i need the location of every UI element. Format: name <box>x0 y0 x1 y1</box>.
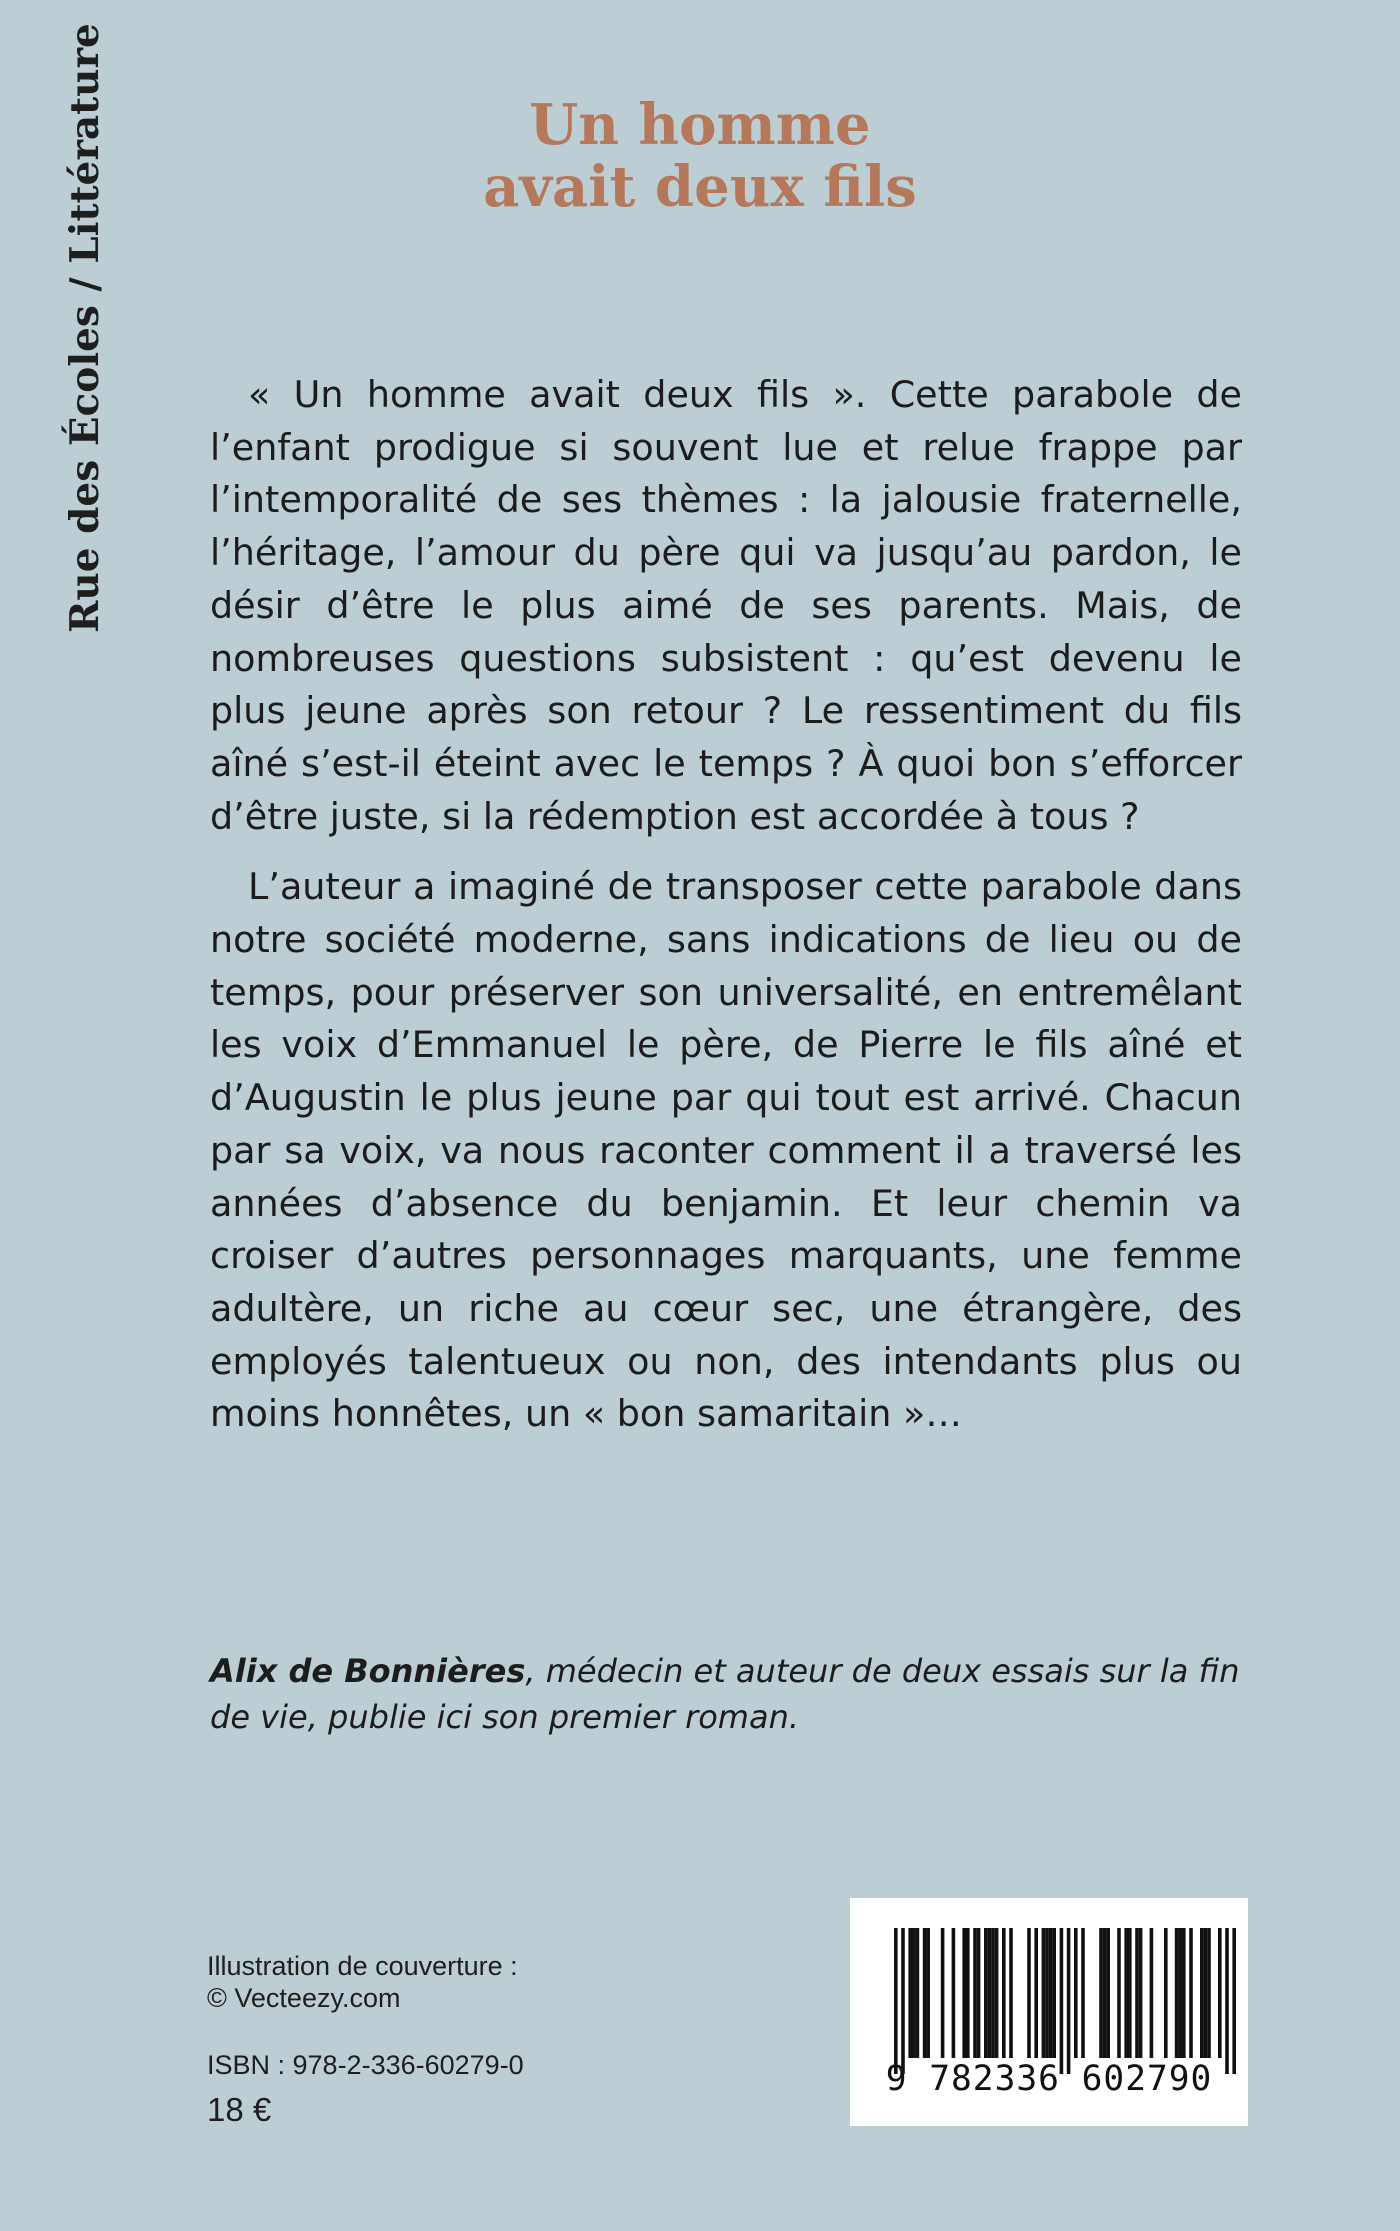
back-cover-summary <box>210 369 1242 1441</box>
spine-collection-label: Rue des Écoles / Littérature <box>62 23 108 633</box>
barcode-bar <box>1200 1928 1204 2058</box>
barcode-bar <box>894 1928 898 2074</box>
barcode-bar <box>1052 1928 1056 2058</box>
barcode-bar <box>1135 1928 1139 2058</box>
barcode-bar <box>923 1928 927 2058</box>
barcode-bar <box>1027 1928 1031 2058</box>
barcode-bar <box>1034 1928 1038 2058</box>
book-title-line-2: avait deux fils <box>483 154 917 220</box>
barcode-bar <box>1067 1928 1071 2074</box>
isbn-text: ISBN : 978-2-336-60279-0 <box>207 2050 524 2080</box>
barcode-bar <box>1106 1928 1110 2058</box>
barcode-bar <box>1204 1928 1208 2058</box>
barcode-bar <box>1060 1928 1064 2074</box>
barcode-bar <box>984 1928 988 2058</box>
barcode-bar <box>926 1928 930 2058</box>
barcode-bar <box>962 1928 966 2058</box>
barcode-bar <box>1074 1928 1078 2058</box>
barcode-bar <box>1207 1928 1211 2058</box>
barcode-bar <box>1232 1928 1236 2074</box>
barcode-bar <box>1164 1928 1168 2058</box>
summary-paragraph-1: « Un homme avait deux fils ». Cette parabole de l’enfant prodigue si souvent lue et relue frappe par l’intemporalité de ses thèmes : la jalousie fraternelle, l’héritage, l’amour du père qui va jusqu’au pardon, le désir d’être le plus aimé de ses parents. Mais, de nombreuses questions subsistent : qu’est devenu le plus jeune après son retour ? Le ressentiment du fils aîné s’est-il éteint avec le temps ? À quoi bon s’efforcer d’être juste, si la rédemption est accordée à tous ? <box>210 373 1242 838</box>
barcode-bar <box>1117 1928 1121 2058</box>
barcode-bar <box>1189 1928 1193 2058</box>
author-note <box>210 1648 1244 1740</box>
barcode-bar <box>988 1928 992 2058</box>
barcode-bar <box>973 1928 977 2058</box>
barcode-bar <box>1045 1928 1049 2058</box>
barcode <box>850 1898 1248 2126</box>
barcode-bar <box>1178 1928 1182 2058</box>
summary-paragraph-2: L’auteur a imaginé de transposer cette parabole dans notre société moderne, sans indications de lieu ou de temps, pour préserver son universalité, en entremêlant les voix d’Emmanuel le père, de Pierre le fils aîné et d’Augustin le plus jeune par qui tout est arrivé. Chacun par sa voix, va nous raconter comment il a traversé les années d’absence du benjamin. Et leur chemin va croiser d’autres personnages marquants, une femme adultère, un riche au cœur sec, une étrangère, des employés talentueux ou non, des intendants plus ou moins honnêtes, un « bon samaritain »… <box>210 865 1242 1436</box>
barcode-bar <box>1182 1928 1186 2058</box>
barcode-bar <box>908 1928 912 2058</box>
barcode-bar <box>1225 1928 1229 2074</box>
barcode-bar <box>1042 1928 1046 2058</box>
barcode-bar <box>1128 1928 1132 2058</box>
barcode-bar <box>1049 1928 1053 2058</box>
barcode-bar <box>952 1928 956 2058</box>
barcode-bar <box>901 1928 905 2074</box>
book-title-line-1: Un homme <box>529 92 871 158</box>
barcode-bar <box>912 1928 916 2058</box>
barcode-bar <box>916 1928 920 2058</box>
author-name: Alix de Bonnières <box>210 1652 526 1690</box>
barcode-bar <box>1150 1928 1154 2058</box>
barcode-bar <box>1103 1928 1107 2058</box>
barcode-bar <box>991 1928 995 2058</box>
book-title <box>400 94 1000 218</box>
barcode-bar <box>1099 1928 1103 2058</box>
barcode-bar <box>941 1928 945 2058</box>
barcode-bar <box>966 1928 970 2058</box>
barcode-bar <box>1009 1928 1013 2058</box>
illustration-credit-source: © Vecteezy.com <box>207 1983 401 2013</box>
barcode-bar <box>1175 1928 1179 2058</box>
barcode-digits: 9 782336 602790 <box>885 2059 1213 2099</box>
barcode-bar <box>977 1928 981 2058</box>
author-bio: , médecin et auteur de deux essais sur la fin de vie, publie ici son premier roman. <box>210 1652 1240 1736</box>
illustration-credit-label: Illustration de couverture : <box>207 1951 518 1981</box>
barcode-bar <box>995 1928 999 2058</box>
barcode-bar <box>1139 1928 1143 2058</box>
barcode-bar <box>1124 1928 1128 2058</box>
barcode-bar <box>1081 1928 1085 2058</box>
price-text: 18 € <box>207 2091 272 2128</box>
illustration-credits <box>207 1950 518 2014</box>
barcode-bar <box>1002 1928 1006 2058</box>
barcode-bar <box>1218 1928 1222 2058</box>
